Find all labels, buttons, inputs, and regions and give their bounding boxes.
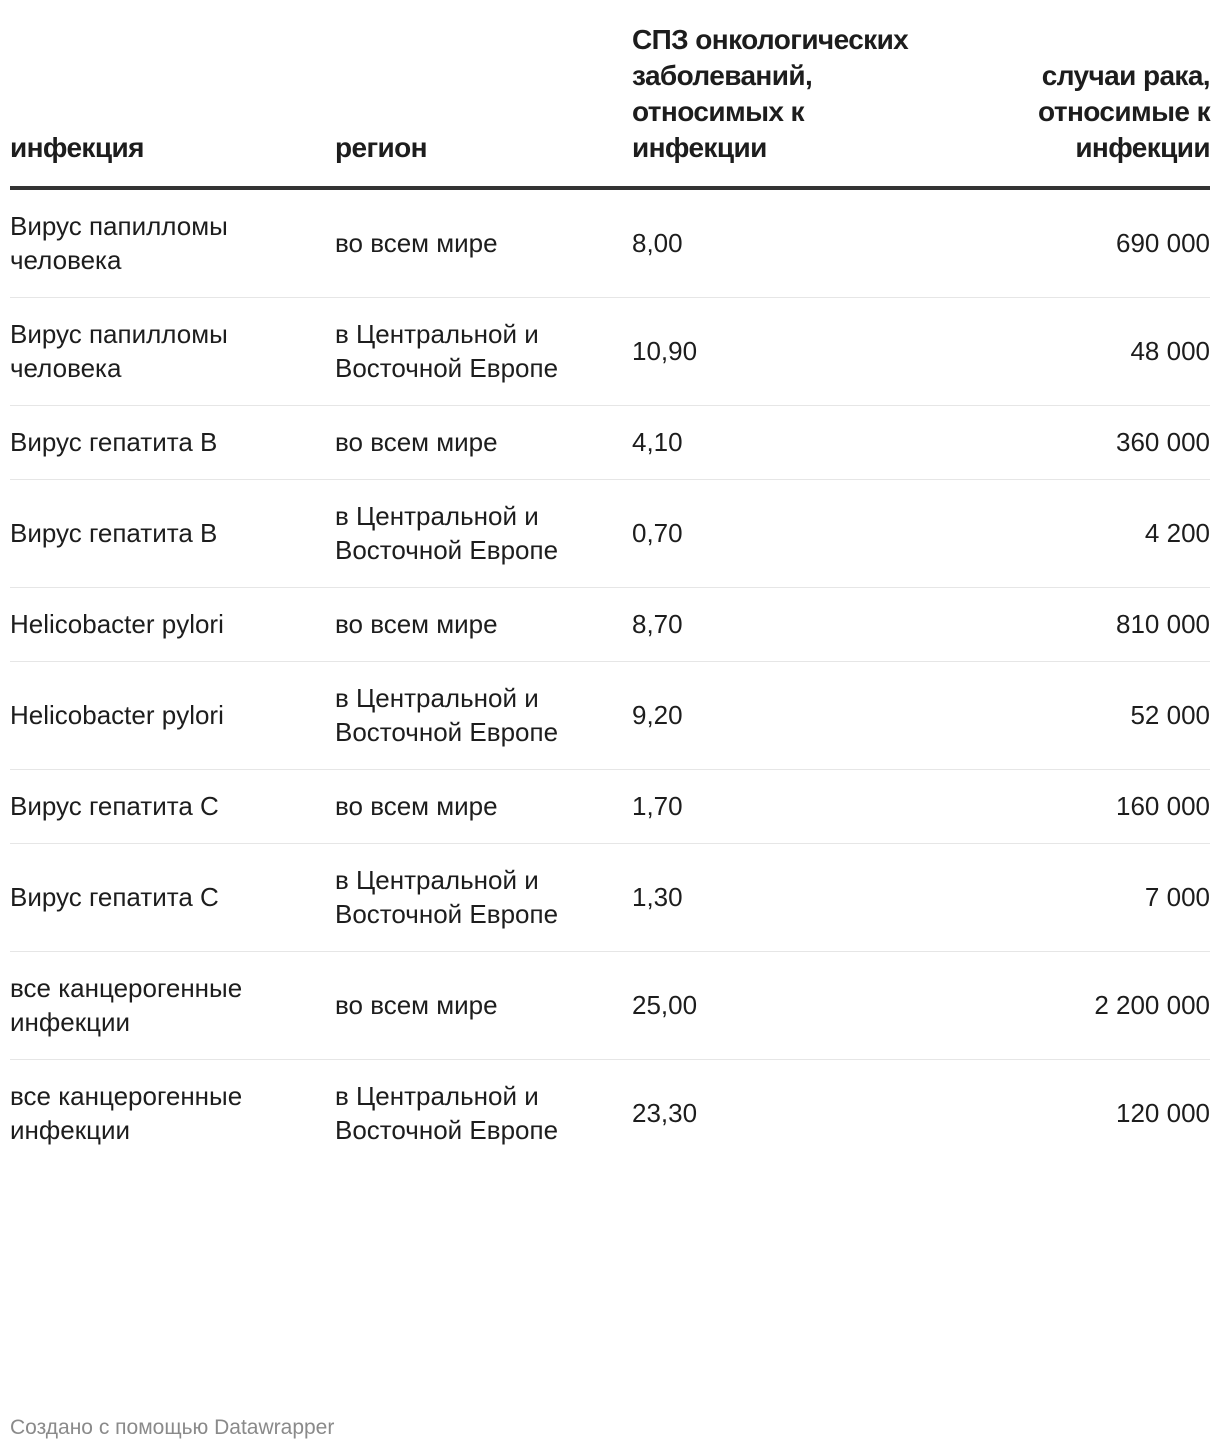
data-table [10, 0, 1210, 1167]
cell-cases: 48 000 [962, 298, 1210, 406]
cell-dalys: 9,20 [632, 662, 962, 770]
cell-region: в Центральной и Восточной Европе [335, 844, 632, 952]
cell-cases: 4 200 [962, 480, 1210, 588]
cell-cases: 160 000 [962, 770, 1210, 844]
cell-dalys: 8,00 [632, 188, 962, 298]
header-infection-label: инфекция [10, 132, 144, 163]
data-table-container [10, 0, 1210, 1167]
cell-infection: Вирус гепатита В [10, 406, 335, 480]
cell-region: в Центральной и Восточной Европе [335, 298, 632, 406]
cell-dalys: 23,30 [632, 1098, 698, 1128]
cell-infection: Вирус гепатита С [10, 844, 335, 952]
cell-cases: 7 000 [962, 844, 1210, 952]
cell-cases: 690 000 [962, 188, 1210, 298]
cell-infection: Вирус гепатита В [10, 480, 335, 588]
cell-dalys: 0,70 [632, 480, 962, 588]
cell-cases: 810 000 [962, 588, 1210, 662]
table-row [10, 770, 1210, 844]
cell-dalys: 4,10 [632, 406, 962, 480]
header-region-label: регион [335, 132, 427, 163]
cell-dalys: 1,30 [632, 844, 962, 952]
cell-dalys: 1,70 [632, 770, 962, 844]
cell-region: в Центральной и Восточной Европе [335, 662, 632, 770]
cell-region: во всем мире [335, 952, 632, 1060]
cell-dalys: 10,90 [632, 298, 962, 406]
table-row [10, 480, 1210, 588]
cell-region: во всем мире [335, 588, 632, 662]
cell-infection: Helicobacter pylori [10, 662, 335, 770]
cell-infection: все канцерогенные инфекции [10, 952, 335, 1060]
table-header-row [10, 0, 1210, 188]
table-row [10, 188, 1210, 298]
header-cases[interactable] [962, 0, 1210, 188]
cell-cases: 360 000 [962, 406, 1210, 480]
table-row [10, 662, 1210, 770]
table-row [10, 1060, 1210, 1168]
cell-dalys: 25,00 [632, 952, 962, 1060]
cell-cases: 120 000 [1116, 1098, 1210, 1128]
header-infection[interactable] [10, 0, 335, 188]
cell-region: в Центральной и Восточной Европе [335, 480, 632, 588]
cell-infection: Helicobacter pylori [10, 588, 335, 662]
cell-region: во всем мире [335, 406, 632, 480]
header-region[interactable] [335, 0, 632, 188]
header-dalys-label: СПЗ онкологических заболеваний, относимых к инфекции [632, 24, 909, 163]
header-dalys[interactable] [632, 0, 962, 188]
footer-credit[interactable]: Создано с помощью Datawrapper [10, 1416, 335, 1439]
table-body [10, 188, 1210, 1167]
cell-infection: Вирус папилломы человека [10, 298, 335, 406]
cell-cases: 2 200 000 [962, 952, 1210, 1060]
table-row [10, 298, 1210, 406]
table-row [10, 844, 1210, 952]
cell-region: в Центральной и Восточной Европе [335, 1081, 559, 1145]
cell-infection: Вирус папилломы человека [10, 188, 335, 298]
table-row [10, 952, 1210, 1060]
cell-region: во всем мире [335, 770, 632, 844]
cell-region: во всем мире [335, 188, 632, 298]
cell-infection: все канцерогенные инфекции [10, 1081, 243, 1145]
table-row [10, 588, 1210, 662]
cell-cases: 52 000 [962, 662, 1210, 770]
cell-dalys: 8,70 [632, 588, 962, 662]
cell-infection: Вирус гепатита С [10, 770, 335, 844]
table-row [10, 406, 1210, 480]
header-cases-label: случаи рака, относимые к инфекции [1038, 60, 1210, 163]
